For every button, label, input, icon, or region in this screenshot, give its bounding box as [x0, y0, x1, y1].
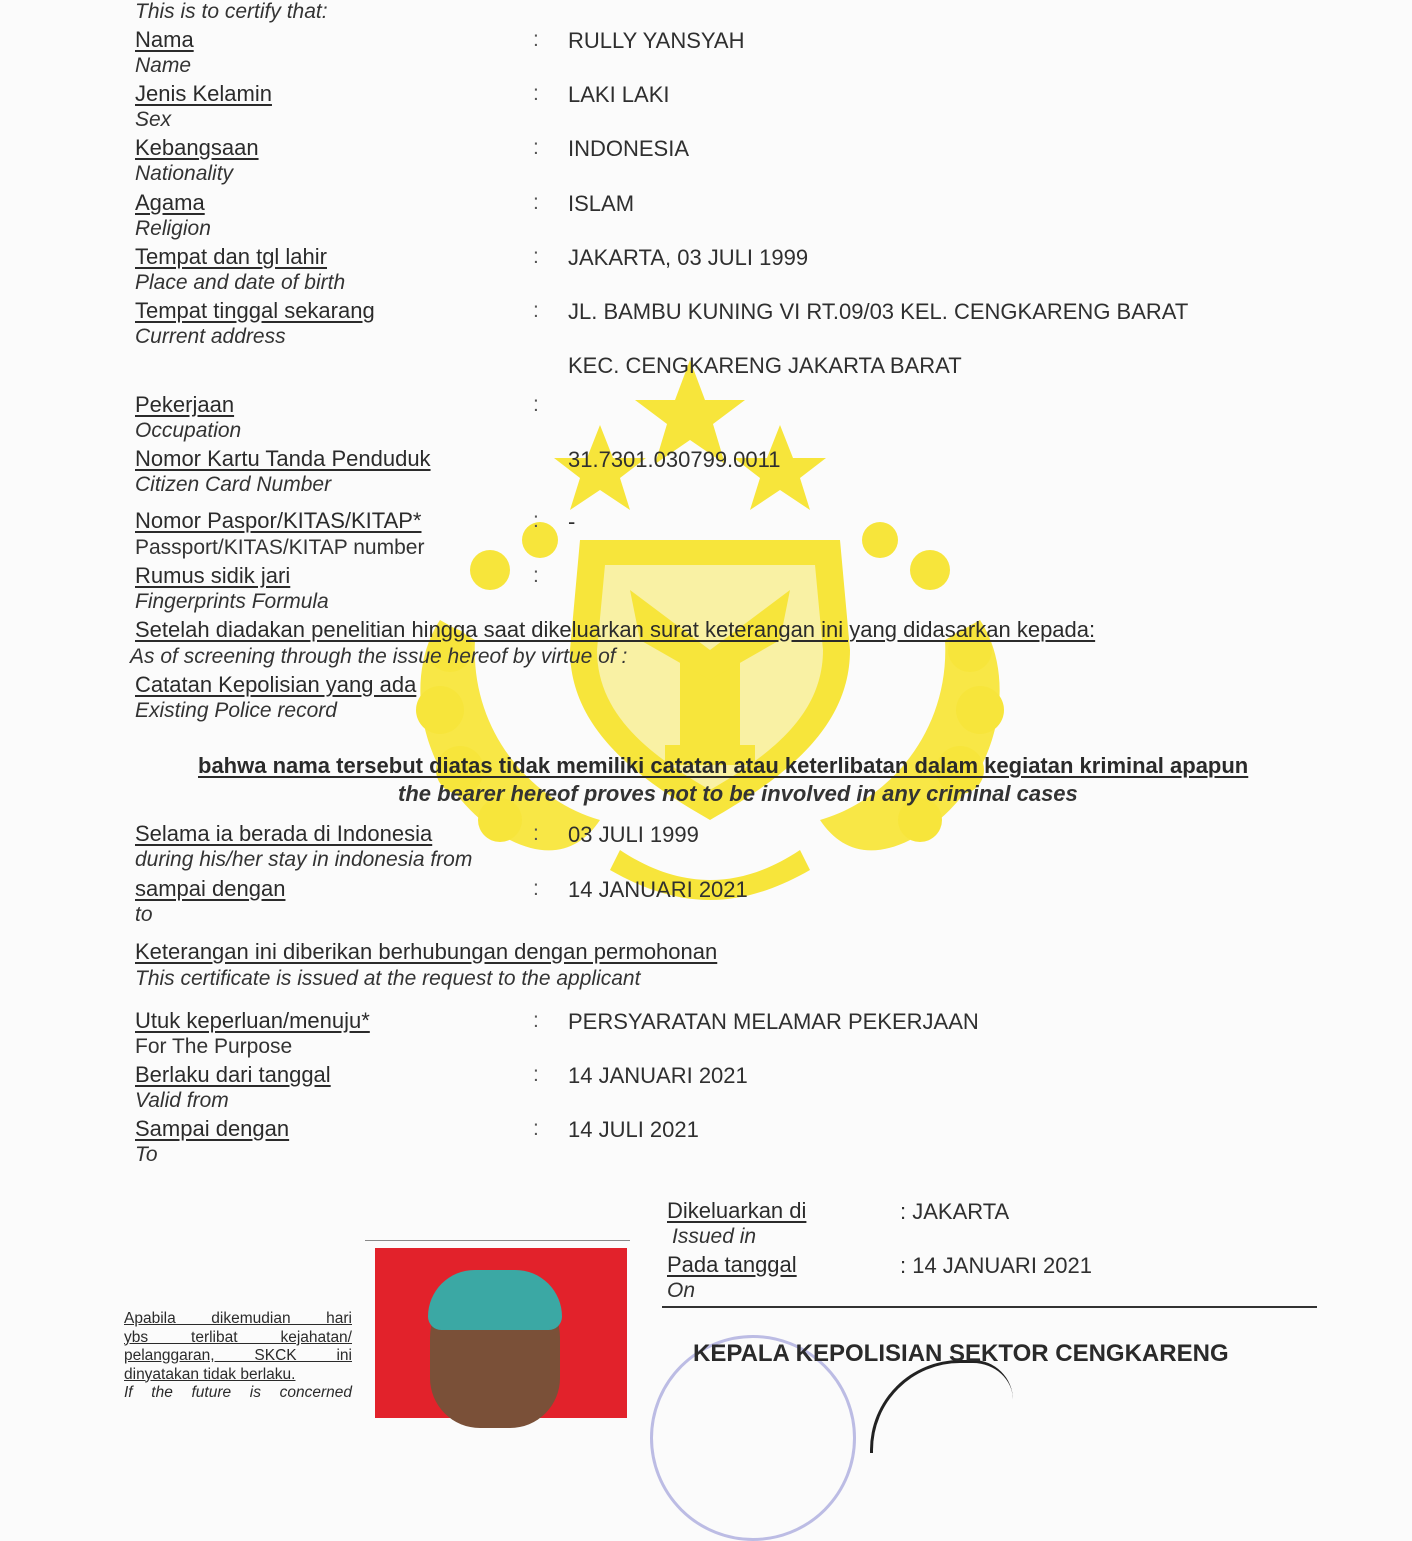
- issued-in-label: Dikeluarkan di: [667, 1198, 807, 1223]
- stay-to-value: 14 JANUARI 2021: [568, 877, 748, 902]
- valid-to-label-en: To: [135, 1143, 158, 1166]
- signature: [870, 1360, 1013, 1453]
- statement-text-en: the bearer hereof proves not to be involved in any criminal cases: [398, 781, 1078, 806]
- notice-line: If the future is concerned: [124, 1384, 352, 1401]
- field-label: Rumus sidik jari: [135, 563, 291, 588]
- notice-line: ybs terlibat kejahatan/: [124, 1328, 352, 1346]
- purpose-label-en: For The Purpose: [135, 1035, 293, 1058]
- statement-text: bahwa nama tersebut diatas tidak memiliki catatan atau keterlibatan dalam kegiatan kriminal apapun: [198, 753, 1249, 778]
- field-colon: :: [533, 136, 539, 159]
- request-label-en: This certificate is issued at the request to the applicant: [135, 967, 641, 990]
- field-label-en: Occupation: [135, 419, 242, 442]
- photo-top-line: [365, 1240, 630, 1241]
- field-label: Pekerjaan: [135, 392, 235, 417]
- field-value-birth: JAKARTA, 03 JULI 1999: [568, 245, 809, 270]
- field-label: Tempat tinggal sekarang: [135, 298, 375, 323]
- field-colon: :: [533, 245, 539, 268]
- screening-label: Setelah diadakan penelitian hingga saat dikeluarkan surat keterangan ini yang didasarkan kepada:: [135, 617, 1096, 642]
- stay-label-en: to: [135, 903, 153, 926]
- field-label-en: Citizen Card Number: [135, 473, 332, 496]
- validity-notice: [124, 1310, 352, 1403]
- stay-label-en: during his/her stay in indonesia from: [135, 848, 473, 871]
- request-label: Keterangan ini diberikan berhubungan dengan permohonan: [135, 939, 718, 964]
- notice-line: Apabila dikemudian hari: [124, 1310, 352, 1327]
- valid-from-colon: :: [533, 1063, 539, 1086]
- field-colon: :: [533, 191, 539, 214]
- valid-from-label-en: Valid from: [135, 1089, 229, 1112]
- field-colon: :: [533, 28, 539, 51]
- field-colon: :: [533, 82, 539, 105]
- field-label-en: Religion: [135, 217, 211, 240]
- issued-on-label: Pada tanggal: [667, 1252, 797, 1277]
- valid-to-colon: :: [533, 1117, 539, 1140]
- field-label-en: Current address: [135, 325, 286, 348]
- signatory-title: KEPALA KEPOLISIAN SEKTOR CENGKARENG: [693, 1340, 1229, 1367]
- field-label-en: Place and date of birth: [135, 271, 346, 294]
- issued-in-label-en: Issued in: [672, 1225, 757, 1248]
- valid-from-value: 14 JANUARI 2021: [568, 1063, 748, 1088]
- field-value-passport: -: [568, 509, 576, 534]
- field-label-en: Sex: [135, 108, 172, 131]
- purpose-colon: :: [533, 1009, 539, 1032]
- stay-label: sampai dengan: [135, 876, 286, 901]
- stay-label: Selama ia berada di Indonesia: [135, 821, 433, 846]
- valid-from-label: Berlaku dari tanggal: [135, 1062, 331, 1087]
- stay-from-value: 03 JULI 1999: [568, 822, 699, 847]
- notice-line: dinyatakan tidak berlaku.: [124, 1365, 296, 1383]
- field-label-en: Nationality: [135, 162, 234, 185]
- field-value-address-line2: KEC. CENGKARENG JAKARTA BARAT: [568, 353, 962, 378]
- issue-divider: [662, 1306, 1317, 1308]
- issued-in-value: : JAKARTA: [900, 1199, 1010, 1224]
- purpose-label: Utuk keperluan/menuju*: [135, 1008, 370, 1033]
- field-colon: :: [533, 564, 539, 587]
- field-colon: :: [533, 299, 539, 322]
- intro-text: This is to certify that:: [135, 0, 328, 23]
- police-record-label: Catatan Kepolisian yang ada: [135, 672, 417, 697]
- police-record-label-en: Existing Police record: [135, 699, 337, 722]
- field-value-religion: ISLAM: [568, 191, 635, 216]
- field-value-name: RULLY YANSYAH: [568, 28, 745, 53]
- valid-to-value: 14 JULI 2021: [568, 1117, 699, 1142]
- field-label-en: Passport/KITAS/KITAP number: [135, 536, 425, 559]
- screening-label-en: As of screening through the issue hereof by virtue of :: [130, 645, 628, 668]
- applicant-hair: [428, 1270, 562, 1330]
- purpose-value: PERSYARATAN MELAMAR PEKERJAAN: [568, 1009, 979, 1034]
- field-label: Tempat dan tgl lahir: [135, 244, 327, 269]
- issued-on-label-en: On: [667, 1279, 696, 1302]
- field-colon: :: [533, 393, 539, 416]
- field-label: Agama: [135, 190, 205, 215]
- field-value-nationality: INDONESIA: [568, 136, 690, 161]
- field-label: Kebangsaan: [135, 135, 259, 160]
- stay-colon: :: [533, 877, 539, 900]
- field-colon: :: [533, 509, 539, 532]
- notice-line: pelanggaran, SKCK ini: [124, 1347, 352, 1364]
- field-label: Jenis Kelamin: [135, 81, 272, 106]
- field-label: Nomor Paspor/KITAS/KITAP*: [135, 508, 422, 533]
- field-label: Nama: [135, 27, 194, 52]
- field-label-en: Fingerprints Formula: [135, 590, 329, 613]
- field-value-address: JL. BAMBU KUNING VI RT.09/03 KEL. CENGKARENG BARAT: [568, 299, 1189, 324]
- field-value-citizen-card: 31.7301.030799.0011: [568, 447, 781, 472]
- field-label: Nomor Kartu Tanda Penduduk: [135, 446, 431, 471]
- issued-on-value: : 14 JANUARI 2021: [900, 1253, 1092, 1278]
- stay-colon: :: [533, 822, 539, 845]
- field-value-sex: LAKI LAKI: [568, 82, 670, 107]
- field-label-en: Name: [135, 54, 192, 77]
- valid-to-label: Sampai dengan: [135, 1116, 290, 1141]
